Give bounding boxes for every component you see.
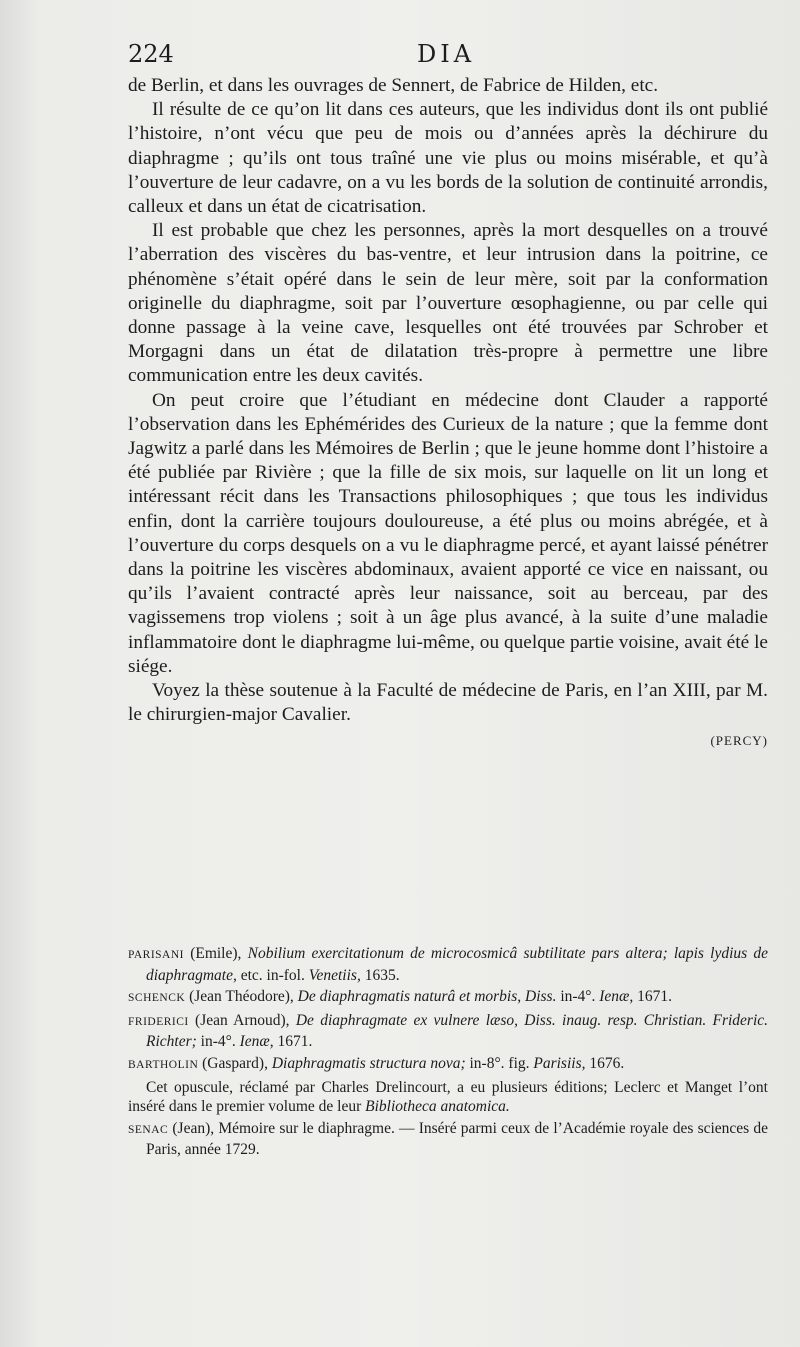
note-title: Bibliotheca anatomica. xyxy=(365,1098,510,1116)
reference-format: etc. in-fol. xyxy=(240,966,305,984)
reference-note xyxy=(128,1078,768,1117)
article-body xyxy=(128,74,768,754)
reference-entry xyxy=(128,987,768,1009)
reference-author: SCHENCK xyxy=(128,992,186,1005)
reference-place: Ienæ, xyxy=(599,988,634,1006)
reference-format: in-8°. fig. xyxy=(469,1054,530,1072)
reference-year: 1635. xyxy=(364,966,400,984)
reference-title: De diaphragmatis naturâ et morbis, Diss. xyxy=(297,988,557,1006)
reference-format: in-4°. xyxy=(560,988,596,1006)
reference-author: SENAC xyxy=(128,1123,169,1136)
paragraph: On peut croire que l’étudiant en médecine dont Clauder a rapporté l’observation dans les Ephémérides des Curieux de la nature ; que la femme dont Jagwitz a parlé dans les Mémoires de Berlin ; que le jeune homme dont l’histoire a été publiée par Rivière ; que la fille de six mois, sur laquelle on lit un long et intéressant récit dans les Transactions philosophiques ; que tous les individus enfin, dont la carrière toujours douloureuse, a été plus ou moins abrégée, et à l’ouverture du corps desquels on a vu le diaphragme percé, et ayant laissé pénétrer dans la poitrine les viscères abdominaux, avaient apporté ce vice en naissant, ou qu’ils l’avaient contracté après leur naissance, soit au berceau, par des vagissemens trop violens ; soit à un âge plus avancé, à la suite d’une maladie inflammatoire dont le diaphragme lui-même, ou quelque partie voisine, avait été le siége. xyxy=(128,389,768,677)
reference-place: Parisiis, xyxy=(533,1054,586,1072)
reference-author: BARTHOLIN xyxy=(128,1058,199,1071)
paragraph: Il est probable que chez les personnes, après la mort desquelles on a trouvé l’aberration des viscères du bas-ventre, et leur intrusion dans la poitrine, ce phénomène s’était opéré dans le sein de leur mère, soit par la conformation originelle du diaphragme, soit par l’ouverture œsophagienne, ou par celle qui donne passage à la veine cave, lesquelles ont été trouvées par Schrober et Morgagni dans un état de dilatation très-propre à permettre une libre communication entre les deux cavités. xyxy=(128,220,768,387)
reference-entry xyxy=(128,1119,768,1160)
page-header xyxy=(128,40,764,70)
reference-entry xyxy=(128,1011,768,1052)
reference-title: Nobilium exercitationum de microcosmicâ subtilitate pars altera; lapis lydius de diaphragmate, xyxy=(146,945,769,984)
reference-author: FRIDERICI xyxy=(128,1015,189,1028)
reference-title: Diaphragmatis structura nova; xyxy=(271,1054,466,1072)
reference-given-name: (Jean Théodore), xyxy=(189,988,294,1006)
reference-given-name: (Emile), xyxy=(190,945,242,962)
reference-year: 1671. xyxy=(637,988,673,1006)
reference-given-name: (Jean), xyxy=(172,1119,215,1137)
reference-given-name: (Gaspard), xyxy=(202,1054,268,1072)
reference-entry xyxy=(128,944,768,985)
reference-place: Ienæ, xyxy=(239,1033,274,1051)
paragraph: Il résulte de ce qu’on lit dans ces auteurs, que les individus dont ils ont publié l’histoire, n’ont vécu que peu de mois ou d’années après la déchirure du diaphragme ; qu’ils ont tous traîné une vie plus ou moins misérable, et qu’à l’ouverture de leur cadavre, on a vu les bords de la solution de continuité arrondis, calleux et dans un état de cicatrisation. xyxy=(128,99,768,218)
reference-entry xyxy=(128,1054,768,1076)
reference-place: Venetiis, xyxy=(308,966,361,984)
reference-year: 1676. xyxy=(589,1054,625,1072)
note-text: Cet opuscule, réclamé par Charles Drelincourt, a eu plusieurs éditions; Leclerc et Manget l’ont inséré dans le premier volume de leur xyxy=(128,1078,768,1116)
reference-title: De diaphragmate ex vulnere læso, Diss. inaug. resp. Christian. Frideric. Richter; xyxy=(146,1011,769,1051)
reference-author: PARISANI xyxy=(128,949,184,961)
reference-format: in-4°. xyxy=(200,1033,236,1051)
author-signature: (PERCY) xyxy=(710,733,768,749)
reference-year: 1671. xyxy=(277,1033,313,1051)
reference-text: Mémoire sur le diaphragme. — Inséré parmi ceux de l’Académie royale des sciences de Paris, année 1729. xyxy=(146,1119,769,1159)
running-title: DIA xyxy=(416,40,476,68)
bibliography xyxy=(128,944,768,1162)
paragraph-continuation: de Berlin, et dans les ouvrages de Sennert, de Fabrice de Hilden, etc. xyxy=(128,75,659,96)
reference-given-name: (Jean Arnoud), xyxy=(195,1011,290,1029)
page-number: 224 xyxy=(128,40,174,68)
paragraph: Voyez la thèse soutenue à la Faculté de médecine de Paris, en l’an XIII, par M. le chirurgien-major Cavalier. xyxy=(128,680,768,726)
